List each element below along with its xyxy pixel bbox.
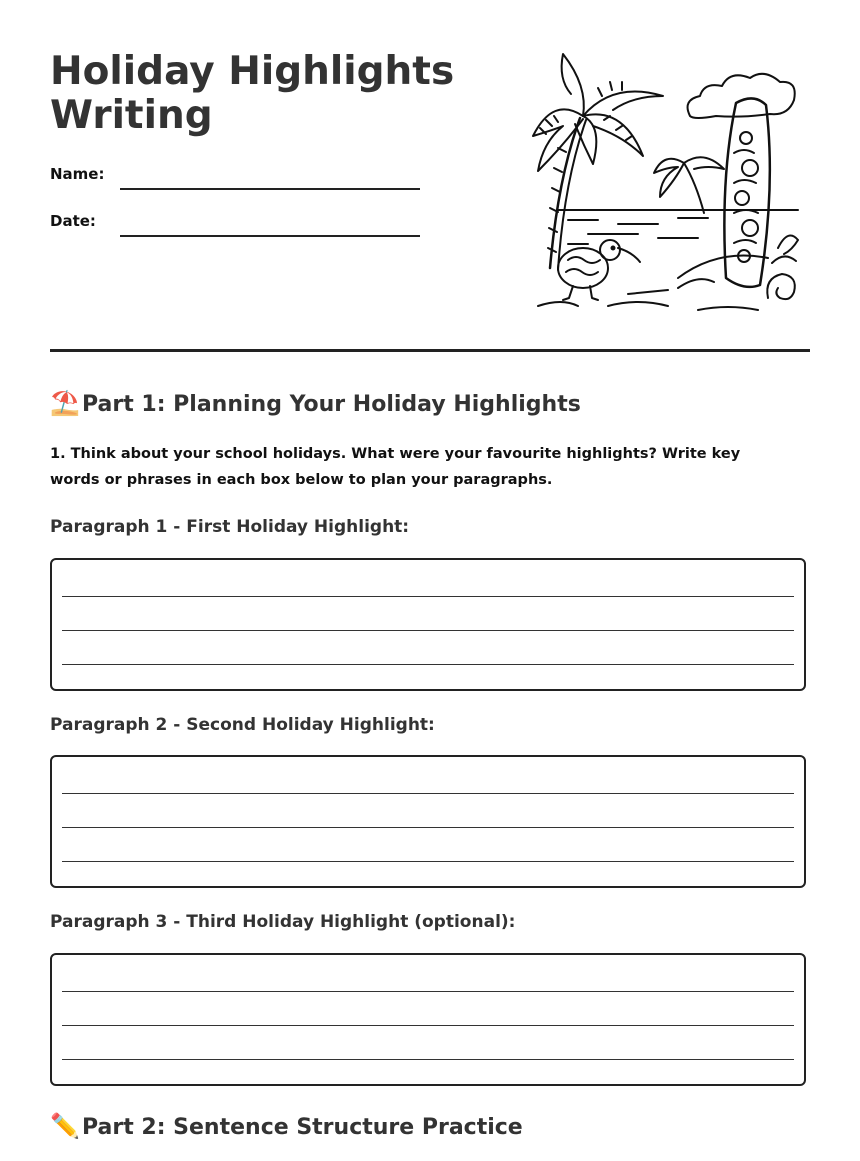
part1-heading [50,388,581,420]
date-label: Date: [50,212,96,230]
writing-line [62,793,794,794]
writing-line [62,596,794,597]
part1-heading-text: Part 1: Planning Your Holiday Highlights [82,392,581,417]
writing-line [62,1059,794,1060]
paragraph2-label: Paragraph 2 - Second Holiday Highlight: [50,715,435,735]
date-line[interactable] [120,235,420,237]
writing-line [62,1025,794,1026]
writing-line [62,861,794,862]
writing-line [62,827,794,828]
beach-illustration-icon [528,48,802,318]
name-line[interactable] [120,188,420,190]
paragraph2-writing-box[interactable] [50,755,806,888]
header-divider [50,349,810,352]
paragraph1-label: Paragraph 1 - First Holiday Highlight: [50,517,410,537]
writing-line [62,630,794,631]
beach-umbrella-icon: ⛱️ [50,389,80,417]
writing-line [62,991,794,992]
pencil-icon: ✏️ [50,1112,80,1140]
date-field[interactable] [50,212,420,238]
name-field[interactable] [50,165,420,191]
name-label: Name: [50,165,105,183]
worksheet-title: Holiday Highlights Writing [50,49,455,138]
writing-line [62,664,794,665]
paragraph3-writing-box[interactable] [50,953,806,1086]
part1-instruction: 1. Think about your school holidays. What were your favourite highlights? Write key words or phrases in each box below to plan your paragraphs. [50,446,741,488]
paragraph3-label: Paragraph 3 - Third Holiday Highlight (optional): [50,912,516,932]
paragraph1-writing-box[interactable] [50,558,806,691]
part2-heading-text: Part 2: Sentence Structure Practice [82,1115,523,1140]
part2-heading [50,1111,523,1143]
